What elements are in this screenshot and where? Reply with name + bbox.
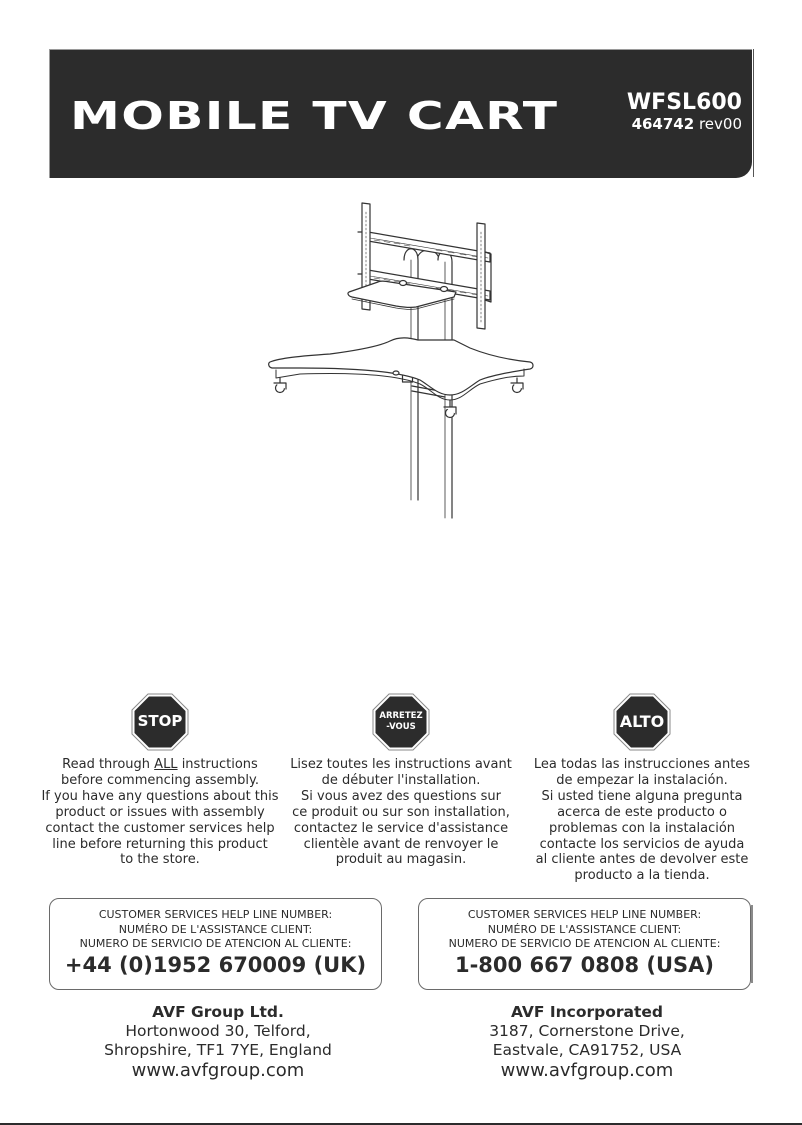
stop-sign-label: ARRETEZ -VOUS [379,711,423,732]
warning-line: product or issues with assembly [55,804,265,820]
warning-line: de empezar la instalación. [556,772,728,788]
stop-sign-icon [372,693,430,751]
address-uk [48,1003,388,1082]
contact-label: NUMERO DE SERVICIO DE ATENCION AL CLIENTE: [79,937,352,950]
model-info [627,91,742,133]
warning-line: contactez le service d'assistance [293,820,509,836]
warning-line: Si vous avez des questions sur [301,788,501,804]
contact-label: NUMÉRO DE L'ASSISTANCE CLIENT: [118,922,313,936]
warning-line: to the store. [120,852,200,868]
address-line: Hortonwood 30, Telford, [125,1022,311,1040]
address-line: Shropshire, TF1 7YE, England [104,1041,332,1059]
warning-line: acerca de este producto o [557,804,727,820]
box-edge-line [751,905,753,983]
contact-label: NUMÉRO DE L'ASSISTANCE CLIENT: [487,922,682,936]
warning-spanish [524,693,760,884]
stop-sign-icon [131,693,189,751]
contact-label: CUSTOMER SERVICES HELP LINE NUMBER: [98,908,333,921]
warning-line: produit au magasin. [335,852,467,868]
warning-line: producto a la tienda. [574,868,710,884]
warning-line: contacte los servicios de ayuda [539,836,745,852]
header-banner [49,49,752,178]
banner-edge-line [753,49,754,177]
warning-line: problemas con la instalación [548,820,736,836]
website-link[interactable]: www.avfgroup.com [131,1060,305,1081]
company-name: AVF Incorporated [510,1003,664,1021]
stop-sign-label: ALTO [619,712,665,732]
phone-number-uk: +44 (0)1952 670009 (UK) [64,952,367,977]
stop-sign-icon [613,693,671,751]
warning-line: If you have any questions about this [41,788,279,804]
contact-box-usa [418,898,751,990]
stop-sign-label: STOP [137,712,183,731]
warning-line: Lisez toutes les instructions avant [290,757,512,772]
contact-label: NUMERO DE SERVICIO DE ATENCION AL CLIENTE: [448,937,721,950]
product-illustration [240,190,560,680]
warning-line: ce produit ou sur son installation, [292,804,510,820]
address-line: Eastvale, CA91752, USA [492,1041,682,1059]
warning-english [30,693,290,868]
warning-line: line before returning this product [52,836,268,852]
phone-number-usa: 1-800 667 0808 (USA) [454,952,714,977]
document-title: MOBILE TV CART [70,94,559,138]
warning-line: Lea todas las instrucciones antes [533,757,751,772]
revision: rev00 [698,115,742,133]
warning-line: de débuter l'installation. [321,772,481,788]
part-number: 464742 [631,115,695,133]
warning-line: contact the customer services help [45,820,275,836]
warning-line: Si usted tiene alguna pregunta [541,788,743,804]
contact-label: CUSTOMER SERVICES HELP LINE NUMBER: [467,908,702,921]
warning-line: Read through ALL instructions [62,757,258,772]
warning-line: clientèle avant de renvoyer le [303,836,499,852]
address-usa [417,1003,757,1082]
website-link[interactable]: www.avfgroup.com [500,1060,674,1081]
contact-box-uk [49,898,382,990]
warning-line: al cliente antes de devolver este [535,852,749,868]
address-line: 3187, Cornerstone Drive, [489,1022,685,1040]
warning-line: before commencing assembly. [60,772,260,788]
model-code: WFSL600 [626,90,742,115]
company-name: AVF Group Ltd. [152,1003,284,1021]
warning-french [276,693,526,868]
part-revision [627,115,742,133]
